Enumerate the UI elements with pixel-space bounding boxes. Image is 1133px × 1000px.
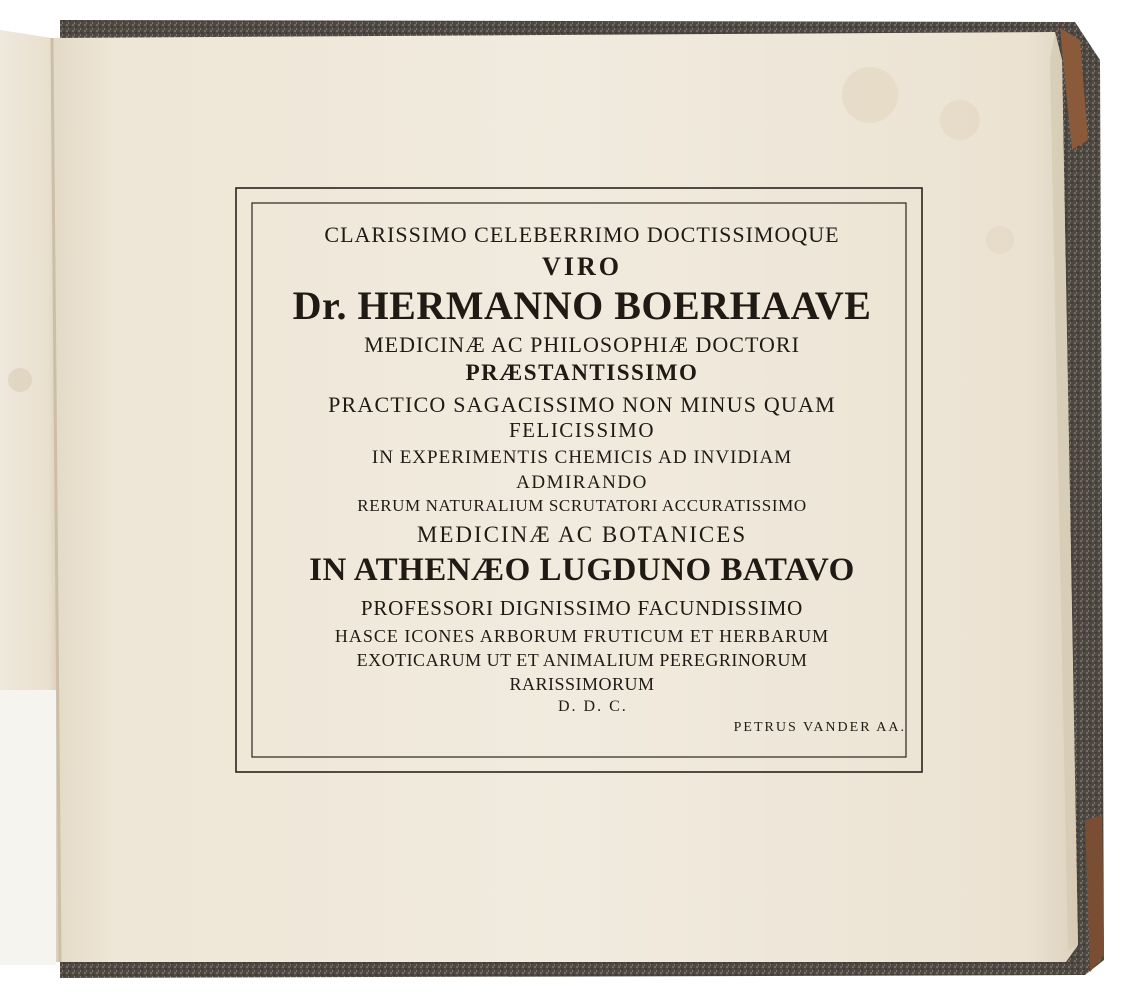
dedication-line: FELICISSIMO [508, 418, 656, 442]
dedication-line: RERUM NATURALIUM SCRUTATORI ACCURATISSIMO [357, 496, 807, 515]
dedication-line: MEDICINÆ AC PHILOSOPHIÆ DOCTORI [364, 332, 800, 357]
dedication-text [258, 212, 906, 752]
dedication-line: PRÆSTANTISSIMO [465, 360, 699, 385]
dedication-line: IN EXPERIMENTIS CHEMICIS AD INVIDIAM [371, 447, 793, 468]
dedication-line: IN ATHENÆO LUGDUNO BATAVO [309, 552, 855, 588]
dedication-line: CLARISSIMO CELEBERRIMO DOCTISSIMOQUE [324, 222, 840, 247]
dedication-line: RARISSIMORUM [509, 674, 655, 694]
dedicatee-name: Dr. HERMANNO BOERHAAVE [292, 283, 872, 328]
dedication-line: MEDICINÆ AC BOTANICES [416, 522, 748, 547]
dedication-line: HASCE ICONES ARBORUM FRUTICUM ET HERBARUM [334, 626, 830, 646]
dedication-initials: D. D. C. [558, 698, 628, 715]
dedication-line: PRACTICO SAGACISSIMO NON MINUS QUAM [328, 392, 836, 417]
dedication-line: VIRO [542, 252, 622, 281]
dedication-line: PROFESSORI DIGNISSIMO FACUNDISSIMO [360, 596, 804, 620]
signature: PETRUS VANDER AA. [733, 720, 906, 735]
dedication-line: EXOTICARUM UT ET ANIMALIUM PEREGRINORUM [356, 650, 808, 670]
dedication-line: ADMIRANDO [516, 472, 648, 493]
left-page-white-slip [0, 690, 56, 965]
